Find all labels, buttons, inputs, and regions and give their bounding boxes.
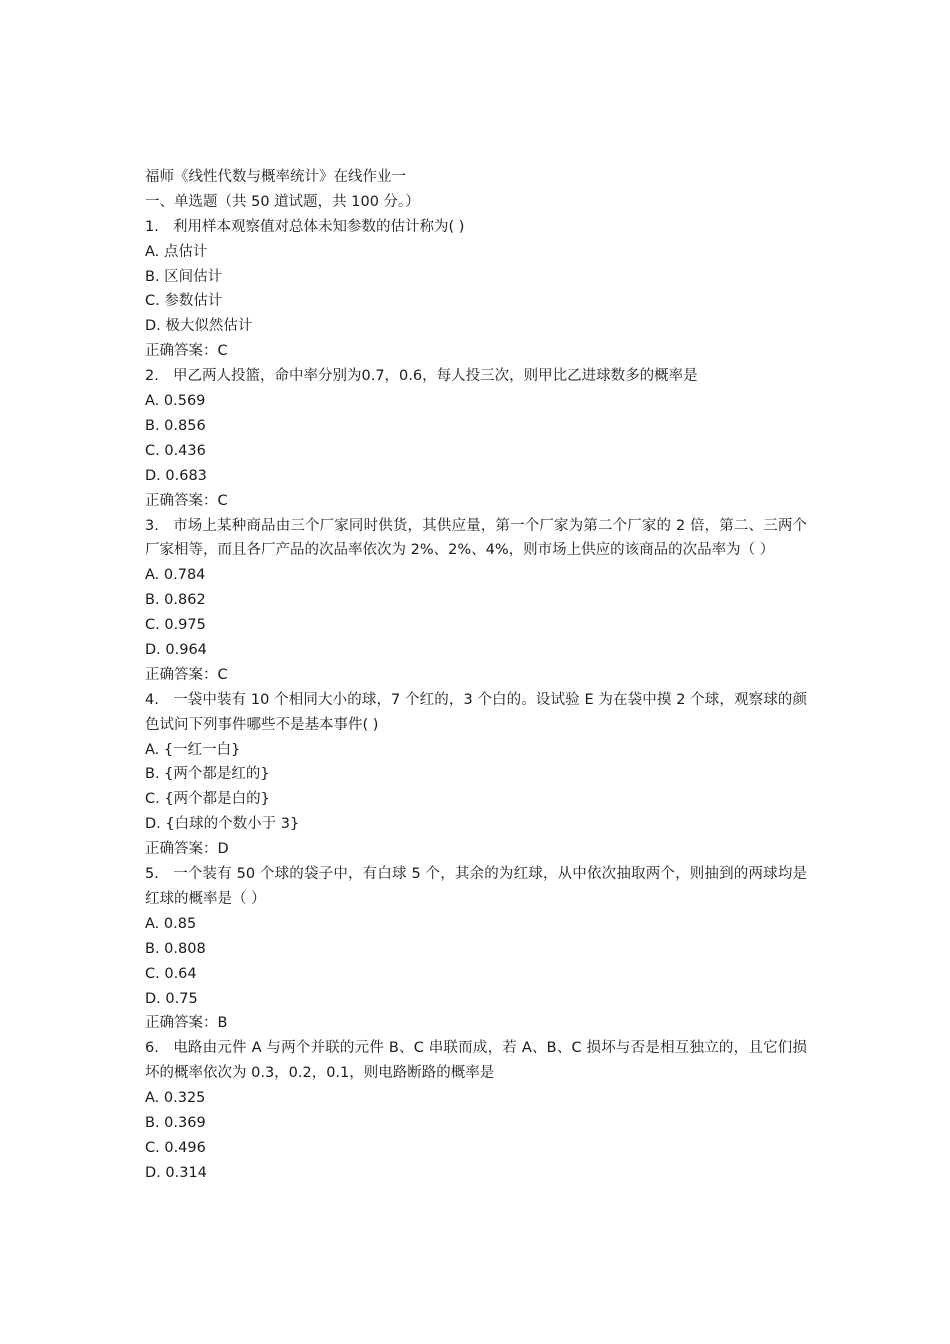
question-stem <box>145 1036 807 1086</box>
answer-option: D. 极大似然估计 <box>145 318 253 335</box>
question-stem <box>145 688 807 738</box>
answer-option: B. 0.856 <box>145 417 206 434</box>
document-page <box>145 165 807 1186</box>
correct-answer: 正确答案：C <box>145 343 228 360</box>
answer-option: B. 0.369 <box>145 1115 206 1131</box>
answer-option: D. {白球的个数小于 3} <box>145 816 300 833</box>
correct-answer: 正确答案：C <box>145 666 228 683</box>
correct-answer: 正确答案：D <box>145 841 229 858</box>
answer-option: D. 0.314 <box>145 1164 207 1181</box>
question-stem <box>145 514 807 564</box>
answer-option: C. 0.64 <box>145 965 197 982</box>
question-number: 3. <box>145 517 159 534</box>
answer-option: C. {两个都是白的} <box>145 791 270 808</box>
answer-option: D. 0.75 <box>145 990 198 1007</box>
question-item <box>145 688 807 862</box>
answer-option: A. 0.569 <box>145 393 206 410</box>
answer-option: A. 0.85 <box>145 915 197 932</box>
answer-option: D. 0.683 <box>145 467 207 484</box>
question-text: 一袋中装有 10 个相同大小的球，7 个红的，3 个白的。设试验 E 为在袋中摸 2 个球，观察球的颜色试问下列事件哪些不是基本事件( ) <box>145 691 807 733</box>
question-list <box>145 215 807 1186</box>
answer-option: A. {一红一白} <box>145 741 241 758</box>
question-item <box>145 514 807 688</box>
answer-option: C. 0.436 <box>145 442 206 459</box>
question-number: 2. <box>145 368 159 385</box>
question-text: 市场上某种商品由三个厂家同时供货，其供应量，第一个厂家为第二个厂家的 2 倍，第二、三两个厂家相等，而且各厂产品的次品率依次为 2%、2%、4%，则市场上供应的该商品的次品率为（ ） <box>145 517 807 559</box>
answer-option: A. 点估计 <box>145 243 208 260</box>
question-item <box>145 1036 807 1185</box>
question-stem <box>145 364 807 389</box>
question-item <box>145 364 807 513</box>
answer-option: C. 0.975 <box>145 617 206 634</box>
correct-answer: 正确答案：C <box>145 492 228 509</box>
answer-option: C. 参数估计 <box>145 293 223 310</box>
question-text: 一个装有 50 个球的袋子中，有白球 5 个，其余的为红球，从中依次抽取两个，则抽到的两球均是红球的概率是（ ） <box>145 866 807 907</box>
correct-answer: 正确答案：B <box>145 1015 228 1032</box>
answer-option: D. 0.964 <box>145 641 207 658</box>
question-item <box>145 215 807 364</box>
answer-option: B. {两个都是红的} <box>145 766 270 783</box>
question-text: 电路由元件 A 与两个并联的元件 B、C 串联而成，若 A、B、C 损坏与否是相互独立的，且它们损坏的概率依次为 0.3，0.2，0.1，则电路断路的概率是 <box>145 1040 807 1082</box>
answer-option: B. 0.808 <box>145 940 206 957</box>
question-text: 利用样本观察值对总体未知参数的估计称为( ) <box>173 218 465 235</box>
question-text: 甲乙两人投篮，命中率分别为0.7，0.6，每人投三次，则甲比乙进球数多的概率是 <box>173 368 698 385</box>
question-number: 4. <box>145 691 159 708</box>
answer-option: B. 区间估计 <box>145 268 223 285</box>
question-stem <box>145 862 807 912</box>
question-stem <box>145 215 807 240</box>
answer-option: A. 0.325 <box>145 1090 206 1107</box>
answer-option: A. 0.784 <box>145 567 206 584</box>
answer-option: B. 0.862 <box>145 592 206 609</box>
question-item <box>145 862 807 1036</box>
document-title: 福师《线性代数与概率统计》在线作业一 <box>145 169 406 185</box>
question-number: 6. <box>145 1040 159 1057</box>
question-number: 1. <box>145 218 159 235</box>
answer-option: C. 0.496 <box>145 1139 206 1156</box>
question-number: 5. <box>145 866 159 883</box>
section-heading: 一、单选题（共 50 道试题，共 100 分。） <box>145 193 420 210</box>
